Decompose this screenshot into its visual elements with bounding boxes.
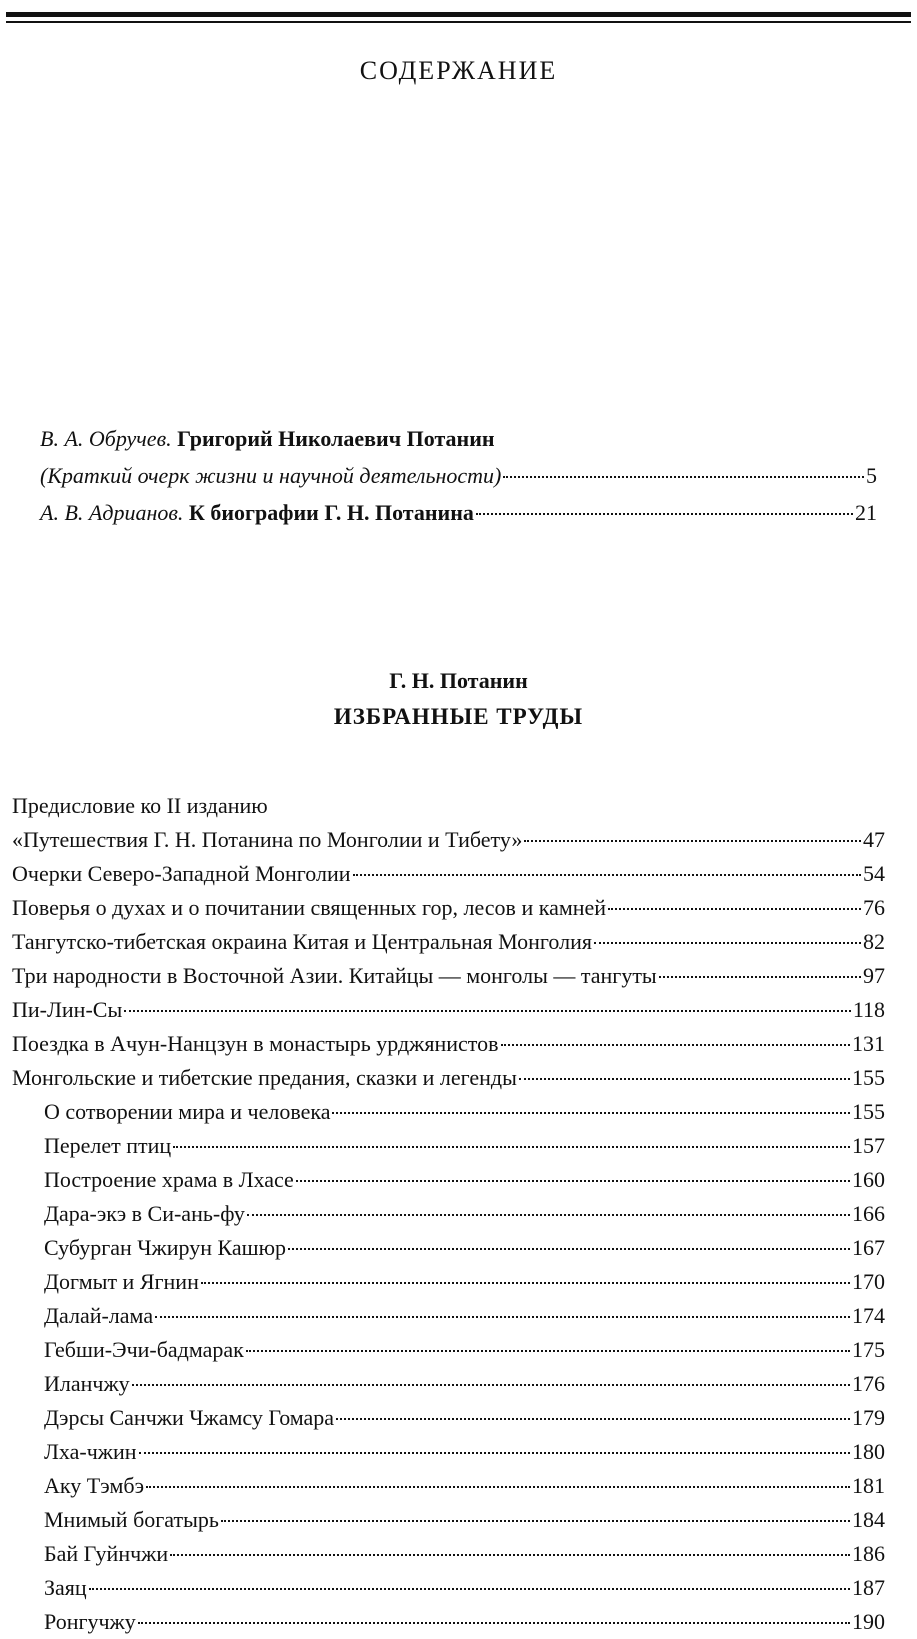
- page-number: 167: [852, 1235, 885, 1260]
- dot-leader: [221, 1520, 850, 1522]
- entry-title: К биографии Г. Н. Потанина: [188, 500, 474, 525]
- toc-entry[interactable]: [12, 925, 885, 959]
- entry-title: Построение храма в Лхасе: [44, 1167, 294, 1192]
- dot-leader: [336, 1418, 850, 1420]
- toc-entry[interactable]: [12, 1265, 885, 1299]
- page-number: 76: [863, 895, 885, 920]
- toc-entry[interactable]: [12, 1401, 885, 1435]
- entry-title: Мнимый богатырь: [44, 1507, 219, 1532]
- entry-title: Три народности в Восточной Азии. Китайцы — монголы — тангуты: [12, 963, 657, 988]
- toc-entry[interactable]: [12, 1163, 885, 1197]
- page-number: 118: [852, 997, 885, 1022]
- toc-entry-adrianov[interactable]: [40, 494, 877, 531]
- page-number: 82: [863, 929, 885, 954]
- entry-subtitle: (Краткий очерк жизни и научной деятельности): [40, 463, 502, 488]
- page-number: 180: [852, 1439, 885, 1464]
- dot-leader: [246, 1350, 850, 1352]
- page-number: 131: [852, 1031, 885, 1056]
- dot-leader: [503, 476, 864, 478]
- entry-title: Заяц: [44, 1575, 87, 1600]
- page-number: 186: [852, 1541, 885, 1566]
- toc-entry[interactable]: [12, 1333, 885, 1367]
- top-rule-thin: [6, 21, 911, 23]
- toc-entry[interactable]: [12, 1503, 885, 1537]
- entry-author: А. В. Адрианов.: [40, 500, 184, 525]
- toc-entry-preface-line1[interactable]: Предисловие ко II изданию: [12, 793, 268, 818]
- toc-entry[interactable]: [12, 1299, 885, 1333]
- page-number: 170: [852, 1269, 885, 1294]
- entry-title: Аку Тэмбэ: [44, 1473, 145, 1498]
- entry-author: В. А. Обручев.: [40, 426, 172, 451]
- section-title: ИЗБРАННЫЕ ТРУДЫ: [333, 704, 584, 729]
- section-author: Г. Н. Потанин: [389, 668, 528, 693]
- toc-entry[interactable]: [12, 857, 885, 891]
- dot-leader: [296, 1180, 850, 1182]
- page-number: 5: [866, 463, 877, 488]
- dot-leader: [524, 840, 861, 842]
- entry-title: Григорий Николаевич Потанин: [177, 426, 495, 451]
- page-number: 190: [852, 1609, 885, 1634]
- entry-title: Поездка в Ачун-Нанцзун в монастырь урджянистов: [12, 1031, 499, 1056]
- page-number: 54: [863, 861, 885, 886]
- toc-entry[interactable]: [12, 891, 885, 925]
- dot-leader: [124, 1010, 851, 1012]
- toc-entry[interactable]: [12, 1367, 885, 1401]
- page-number: 187: [852, 1575, 885, 1600]
- page-number: 176: [852, 1371, 885, 1396]
- toc-entry[interactable]: [12, 1469, 885, 1503]
- dot-leader: [659, 976, 861, 978]
- dot-leader: [501, 1044, 851, 1046]
- toc-entry[interactable]: [12, 1061, 885, 1095]
- page-number: 181: [852, 1473, 885, 1498]
- dot-leader: [170, 1554, 850, 1556]
- toc-entry[interactable]: [12, 1027, 885, 1061]
- dot-leader: [146, 1486, 850, 1488]
- page-number: 184: [852, 1507, 885, 1532]
- dot-leader: [608, 908, 861, 910]
- entry-title: Догмыт и Ягнин: [44, 1269, 199, 1294]
- entry-title: Пи-Лин-Сы: [12, 997, 123, 1022]
- entry-title: Перелет птиц: [44, 1133, 172, 1158]
- entry-title: Субурган Чжирун Кашюр: [44, 1235, 287, 1260]
- dot-leader: [89, 1588, 850, 1590]
- entry-title: Гебши-Эчи-бадмарак: [44, 1337, 244, 1362]
- entry-title: Дэрсы Санчжи Чжамсу Гомара: [44, 1405, 335, 1430]
- toc-entry-obruchev-line1[interactable]: [40, 420, 877, 457]
- dot-leader: [173, 1146, 850, 1148]
- page-number: 160: [852, 1167, 885, 1192]
- toc-entry[interactable]: [12, 959, 885, 993]
- page-number: 166: [852, 1201, 885, 1226]
- entry-title: Монгольские и тибетские предания, сказки и легенды: [12, 1065, 517, 1090]
- entry-title: О сотворении мира и человека: [44, 1099, 331, 1124]
- entry-title: Иланчжу: [44, 1371, 130, 1396]
- toc-entry[interactable]: [12, 1095, 885, 1129]
- toc-entry[interactable]: [12, 1197, 885, 1231]
- page-number: 47: [863, 827, 885, 852]
- entry-title: Далай-лама: [44, 1303, 154, 1328]
- dot-leader: [155, 1316, 850, 1318]
- dot-leader: [476, 513, 853, 515]
- dot-leader: [201, 1282, 850, 1284]
- toc-entry-obruchev-line2[interactable]: [40, 457, 877, 494]
- page-number: 155: [852, 1065, 885, 1090]
- entry-title: Бай Гуйнчжи: [44, 1541, 169, 1566]
- page-number: 157: [852, 1133, 885, 1158]
- entry-title: Лха-чжин: [44, 1439, 137, 1464]
- page-number: 174: [852, 1303, 885, 1328]
- dot-leader: [594, 942, 861, 944]
- toc-entry[interactable]: [12, 1129, 885, 1163]
- dot-leader: [138, 1622, 850, 1624]
- dot-leader: [247, 1214, 850, 1216]
- dot-leader: [519, 1078, 850, 1080]
- page-number: 97: [863, 963, 885, 988]
- entry-title: Поверья о духах и о почитании священных гор, лесов и камней: [12, 895, 607, 920]
- page-number: 179: [852, 1405, 885, 1430]
- toc-entry[interactable]: [12, 1537, 885, 1571]
- dot-leader: [139, 1452, 850, 1454]
- toc-entry[interactable]: [12, 1231, 885, 1265]
- toc-entry[interactable]: [12, 993, 885, 1027]
- works-list: [12, 789, 885, 1639]
- dot-leader: [332, 1112, 850, 1114]
- intro-section: [40, 420, 877, 531]
- page-number: 21: [855, 500, 877, 525]
- entry-title: «Путешествия Г. Н. Потанина по Монголии и Тибету»: [12, 827, 523, 852]
- entry-title: Дара-экэ в Си-ань-фу: [44, 1201, 245, 1226]
- toc-entry[interactable]: [12, 1605, 885, 1639]
- works-items: [12, 823, 885, 1639]
- dot-leader: [353, 874, 861, 876]
- dot-leader: [288, 1248, 850, 1250]
- page-number: 175: [852, 1337, 885, 1362]
- toc-entry[interactable]: [12, 823, 885, 857]
- entry-title: Очерки Северо-Западной Монголии: [12, 861, 351, 886]
- entry-title: Ронгучжу: [44, 1609, 136, 1634]
- top-rule-thick: [6, 12, 911, 17]
- page-number: 155: [852, 1099, 885, 1124]
- toc-entry[interactable]: [12, 1435, 885, 1469]
- page-title: СОДЕРЖАНИЕ: [359, 56, 558, 85]
- entry-title: Тангутско-тибетская окраина Китая и Центральная Монголия: [12, 929, 592, 954]
- dot-leader: [132, 1384, 850, 1386]
